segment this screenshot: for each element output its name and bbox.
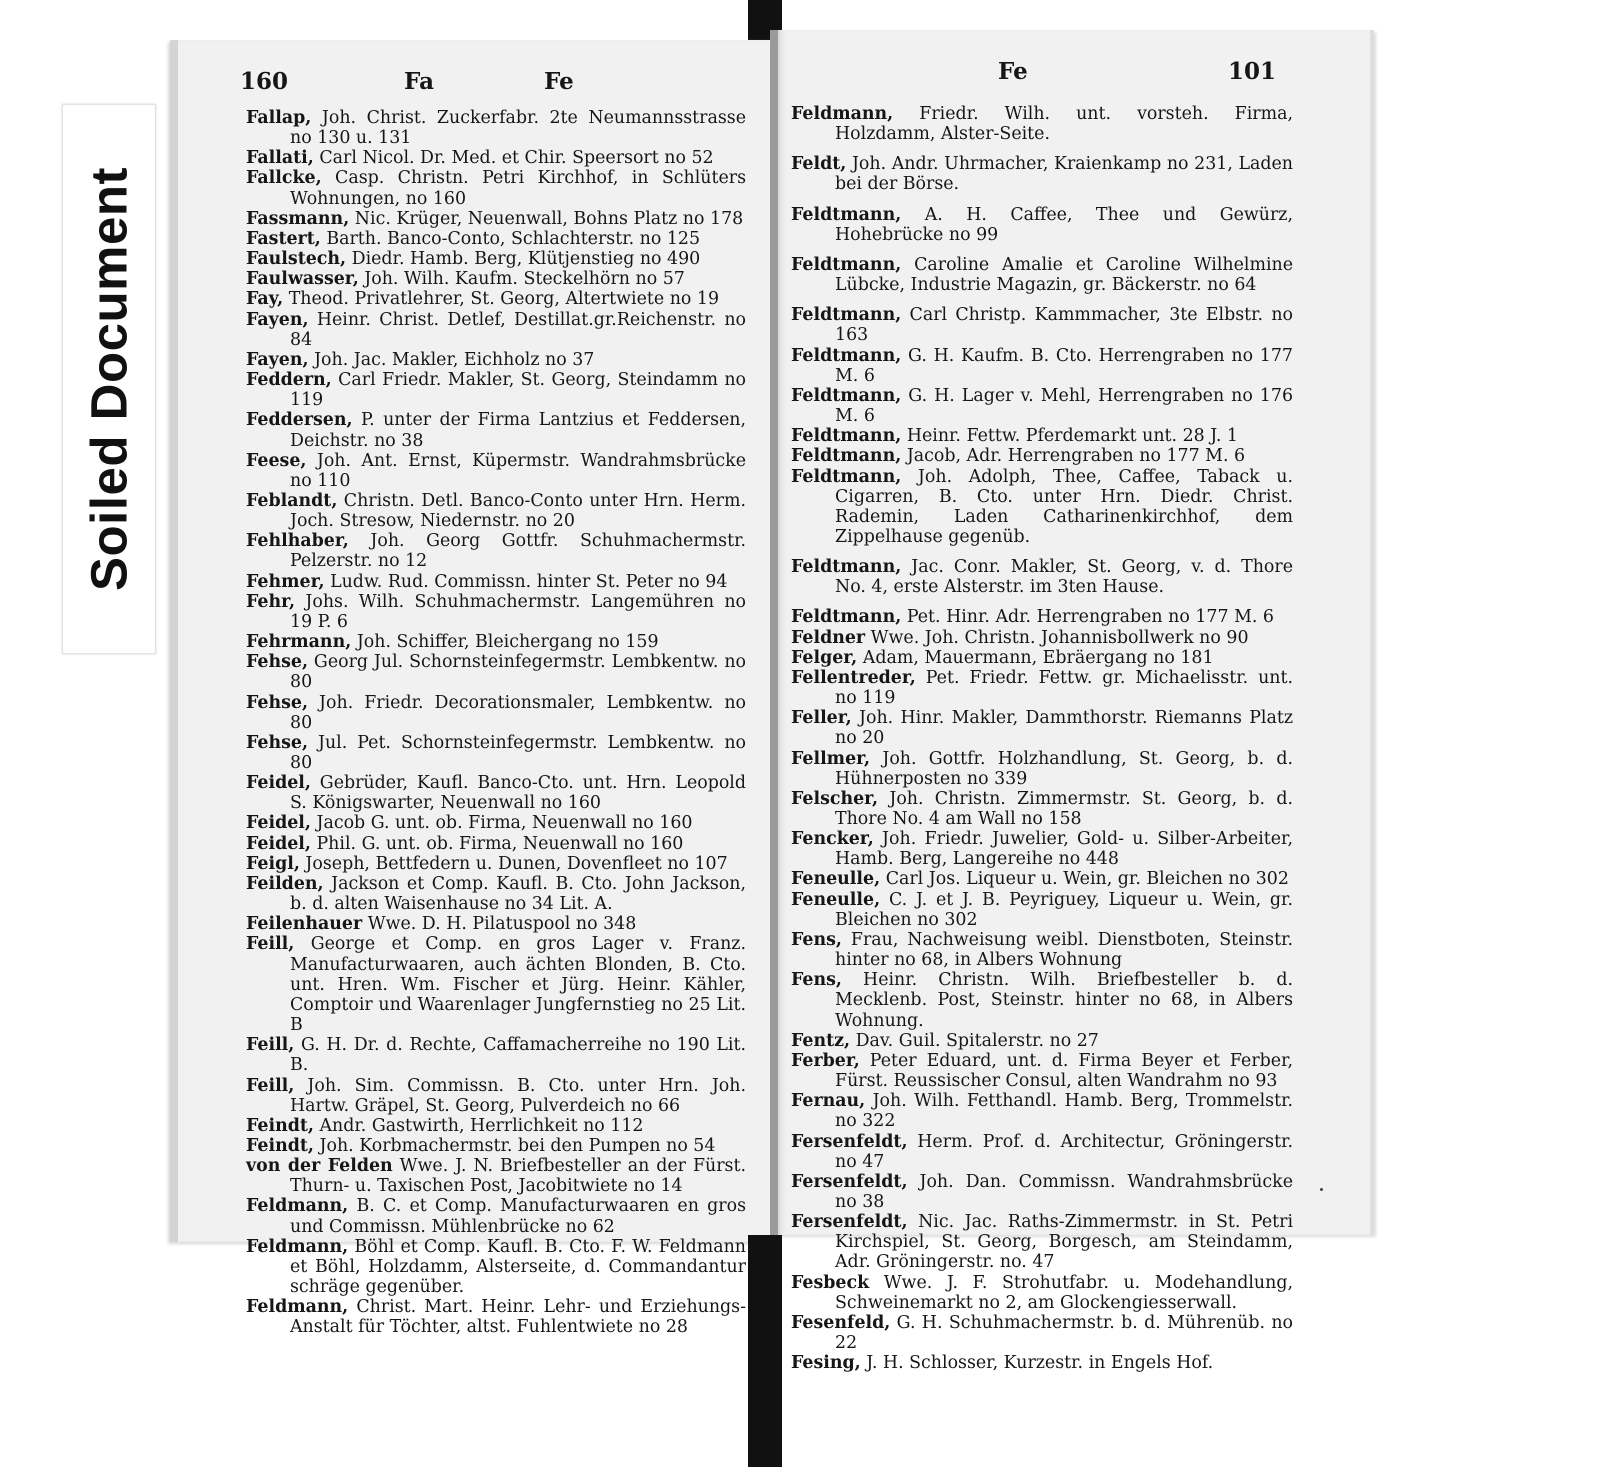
entry-surname: Fernau,: [791, 1091, 866, 1112]
directory-entry: [791, 749, 1293, 789]
entry-surname: Felger,: [791, 647, 858, 668]
directory-entry: [246, 249, 746, 269]
entry-surname: Feigl,: [246, 853, 300, 874]
entry-details: Joh. Sim. Commissn. B. Cto. unter Hrn. Joh. Hartw. Gräpel, St. Georg, Pulverdeich no 66: [290, 1075, 746, 1116]
entry-surname: Fellentreder,: [791, 667, 916, 688]
right-page: [778, 30, 1374, 1374]
entry-surname: Ferber,: [791, 1050, 860, 1071]
directory-entry: [791, 1172, 1293, 1212]
entry-details: Carl Friedr. Makler, St. Georg, Steindamm no 119: [290, 370, 746, 411]
directory-entry: [246, 773, 746, 813]
directory-entry: [791, 386, 1293, 426]
entry-details: Georg Jul. Schornsteinfegermstr. Lembkentw. no 80: [290, 652, 746, 693]
entry-details: Christ. Mart. Heinr. Lehr- und Erziehungs-Anstalt für Töchter, altst. Fuhlentwiete no 28: [290, 1297, 746, 1338]
entry-surname: Fassmann,: [246, 208, 350, 229]
directory-entry: [791, 346, 1293, 386]
directory-entry: [791, 1132, 1293, 1172]
entry-surname: Fens,: [791, 970, 842, 991]
entry-details: Andr. Gastwirth, Herrlichkeit no 112: [319, 1115, 644, 1136]
entry-surname: Feilenhauer: [246, 914, 363, 935]
entry-surname: Felscher,: [791, 788, 879, 809]
entry-surname: Fehr,: [246, 591, 296, 612]
directory-entry: [246, 934, 746, 1035]
entry-details: Joh. Korbmachermstr. bei den Pumpen no 54: [319, 1135, 716, 1156]
directory-entry: [246, 108, 746, 148]
entry-surname: Fayen,: [246, 309, 309, 330]
directory-entry: [246, 1035, 746, 1075]
entry-surname: Feldtmann,: [791, 385, 902, 406]
entry-details: Carl Jos. Liqueur u. Wein, gr. Bleichen no 302: [885, 869, 1289, 890]
entry-surname: Feblandt,: [246, 490, 338, 511]
directory-entry: [246, 148, 746, 168]
entry-details: Heinr. Christn. Wilh. Briefbesteller b. d. Mecklenb. Post, Steinstr. hinter no 68, in Albers Wohnung.: [835, 970, 1294, 1031]
entry-surname: Feilden,: [246, 873, 324, 894]
entry-details: Peter Eduard, unt. d. Firma Beyer et Ferber, Fürst. Reussischer Consul, alten Wandrahm no 93: [835, 1050, 1294, 1092]
entry-details: Jul. Pet. Schornsteinfegermstr. Lembkentw. no 80: [290, 732, 746, 773]
entry-details: Johs. Wilh. Schuhmachermstr. Langemühren no 19 P. 6: [290, 591, 747, 632]
directory-entry: [791, 708, 1293, 748]
entry-details: Jackson et Comp. Kaufl. B. Cto. John Jackson, b. d. alten Waisenhause no 34 Lit. A.: [290, 873, 747, 915]
entry-details: C. J. et J. B. Peyriguey, Liqueur u. Wein, gr. Bleichen no 302: [835, 889, 1293, 930]
directory-entry: [791, 1273, 1293, 1313]
entry-surname: Feldtmann,: [791, 557, 902, 578]
directory-entry: [246, 632, 746, 652]
entry-details: Diedr. Hamb. Berg, Klütjenstieg no 490: [351, 249, 701, 270]
entry-details: Jacob, Adr. Herrengraben no 177 M. 6: [906, 446, 1246, 467]
directory-entry: [246, 350, 746, 370]
entry-details: Friedr. Wilh. unt. vorsteh. Firma, Holzdamm, Alster-Seite.: [835, 104, 1293, 145]
entry-surname: Feidel,: [246, 813, 311, 834]
entry-details: Ludw. Rud. Commissn. hinter St. Peter no 94: [330, 571, 728, 592]
entry-details: Joh. Gottfr. Holzhandlung, St. Georg, b. d. Hühnerposten no 339: [835, 748, 1294, 789]
directory-entry: [246, 410, 746, 450]
entry-details: Joh. Dan. Commissn. Wandrahmsbrücke no 38: [835, 1171, 1294, 1212]
entry-details: Heinr. Christ. Detlef, Destillat.gr.Reichenstr. no 84: [290, 309, 746, 350]
entry-details: Nic. Jac. Raths-Zimmermstr. in St. Petri Kirchspiel, St. Georg, Borgesch, am Steindamm, Adr. Gröningerstr. no. 47: [835, 1212, 1294, 1273]
directory-entry: [791, 557, 1293, 597]
entry-surname: Feddersen,: [246, 410, 353, 431]
directory-entry: [246, 914, 746, 934]
entry-details: B. C. et Comp. Manufacturwaaren en gros und Commissn. Mühlenbrücke no 62: [290, 1196, 746, 1237]
entry-surname: Feldmann,: [246, 1196, 349, 1217]
entry-details: Joh. Friedr. Decorationsmaler, Lembkentw. no 80: [290, 692, 747, 733]
directory-entry: [791, 628, 1293, 648]
entry-surname: Faulwasser,: [246, 269, 359, 290]
entry-details: Wwe. D. H. Pilatuspool no 348: [367, 914, 637, 935]
entry-surname: Feddern,: [246, 370, 332, 391]
directory-entry: [791, 1031, 1293, 1051]
entry-details: Pet. Hinr. Adr. Herrengraben no 177 M. 6: [906, 607, 1274, 628]
entry-surname: Feldtmann,: [791, 345, 902, 366]
entry-surname: Fallati,: [246, 148, 314, 169]
left-entry-list: [246, 108, 746, 1338]
directory-entry: [246, 1297, 746, 1337]
entry-surname: Feldmann,: [246, 1236, 349, 1257]
entry-surname: Faulstech,: [246, 249, 347, 270]
entry-surname: Fersenfeldt,: [791, 1212, 908, 1233]
entry-surname: Fehse,: [246, 692, 309, 713]
entry-surname: Feneulle,: [791, 869, 881, 890]
directory-entry: [791, 607, 1293, 627]
directory-entry: [246, 289, 746, 309]
entry-surname: Feidel,: [246, 773, 311, 794]
entry-details: Gebrüder, Kaufl. Banco-Cto. unt. Hrn. Leopold S. Königswarter, Neuenwall no 160: [290, 773, 746, 814]
entry-surname: Fehmer,: [246, 571, 325, 592]
entry-surname: Fehse,: [246, 732, 309, 753]
running-head-fe-left: Fe: [544, 68, 574, 95]
entry-surname: Fersenfeldt,: [791, 1171, 908, 1192]
entry-details: George et Comp. en gros Lager v. Franz. Manufacturwaaren, auch ächten Blonden, B. Cto. unt. Hren. Wm. Fischer et Jürg. Heinr. Kähler, Comptoir und Waarenlager Jungfernstieg no 25 Lit. B: [290, 934, 747, 1036]
entry-details: Jac. Conr. Makler, St. Georg, v. d. Thore No. 4, erste Alsterstr. im 3ten Hause.: [835, 557, 1293, 598]
running-head-fe-right: Fe: [998, 58, 1028, 85]
soiled-document-stamp: [62, 104, 156, 654]
directory-entry: [246, 310, 746, 350]
directory-entry: [246, 874, 746, 914]
directory-entry: [791, 255, 1293, 295]
directory-entry: [791, 1353, 1293, 1373]
entry-details: Joh. Wilh. Fetthandl. Hamb. Berg, Trommelstr. no 322: [835, 1091, 1293, 1132]
entry-details: Wwe. Joh. Christn. Johannisbollwerk no 90: [870, 627, 1249, 648]
directory-entry: [246, 854, 746, 874]
directory-entry: [246, 1076, 746, 1116]
directory-entry: [791, 668, 1293, 708]
entry-details: Theod. Privatlehrer, St. Georg, Altertwiete no 19: [288, 289, 720, 310]
right-entry-list: [791, 104, 1293, 1373]
entry-surname: Fehse,: [246, 652, 309, 673]
entry-details: Wwe. J. N. Briefbesteller an der Fürst. Thurn- u. Taxischen Post, Jacobitwiete no 14: [290, 1156, 746, 1197]
entry-surname: Feldtmann,: [791, 607, 902, 628]
entry-details: Wwe. J. F. Strohutfabr. u. Modehandlung, Schweinemarkt no 2, am Glockengiesserwall.: [835, 1272, 1293, 1313]
entry-surname: Feldtmann,: [791, 446, 902, 467]
entry-surname: Feill,: [246, 1035, 295, 1056]
entry-surname: Feldtmann,: [791, 305, 902, 326]
entry-surname: Feldmann,: [791, 104, 894, 124]
directory-entry: [791, 104, 1293, 144]
entry-details: Pet. Friedr. Fettw. gr. Michaelisstr. unt. no 119: [835, 667, 1293, 709]
directory-entry: [791, 1212, 1293, 1272]
directory-entry: [791, 648, 1293, 668]
directory-entry: [791, 869, 1293, 889]
entry-surname: Feldner: [791, 627, 866, 648]
directory-entry: [246, 1196, 746, 1236]
directory-entry: [791, 446, 1293, 466]
page-number-right: 101: [1228, 58, 1277, 85]
directory-entry: [246, 1156, 746, 1196]
entry-surname: Feldtmann,: [791, 466, 902, 487]
entry-details: Christn. Detl. Banco-Conto unter Hrn. Herm. Joch. Stresow, Niedernstr. no 20: [290, 490, 746, 532]
entry-details: Caroline Amalie et Caroline Wilhelmine Lübcke, Industrie Magazin, gr. Bäckerstr. no 64: [835, 254, 1294, 296]
directory-entry: [246, 652, 746, 692]
entry-details: Carl Christp. Kammmacher, 3te Elbstr. no 163: [835, 305, 1293, 346]
directory-entry: [791, 467, 1293, 548]
directory-entry: [791, 890, 1293, 930]
entry-details: Joh. Schiffer, Bleichergang no 159: [356, 632, 659, 653]
entry-details: Dav. Guil. Spitalerstr. no 27: [855, 1030, 1099, 1051]
directory-entry: [246, 834, 746, 854]
entry-details: J. H. Schlosser, Kurzestr. in Engels Hof.: [866, 1353, 1214, 1374]
entry-details: Joh. Christ. Zuckerfabr. 2te Neumannsstrasse no 130 u. 131: [290, 108, 746, 149]
entry-details: Joseph, Bettfedern u. Dunen, Dovenfleet no 107: [305, 853, 728, 874]
entry-surname: Fayen,: [246, 349, 309, 370]
directory-entry: [791, 154, 1293, 194]
entry-details: P. unter der Firma Lantzius et Feddersen, Deichstr. no 38: [290, 410, 747, 451]
entry-details: Joh. Adolph, Thee, Caffee, Taback u. Cigarren, B. Cto. unter Hrn. Diedr. Christ. Rademin, Laden Catharinenkirchhof, dem Zippelhause gegenüb.: [835, 466, 1293, 547]
entry-surname: Fay,: [246, 289, 284, 310]
directory-entry: [791, 426, 1293, 446]
entry-surname: Fentz,: [791, 1030, 851, 1051]
entry-surname: Fesbeck: [791, 1272, 870, 1293]
entry-details: G. H. Kaufm. B. Cto. Herrengraben no 177 M. 6: [835, 345, 1293, 386]
entry-details: Joh. Ant. Ernst, Küpermstr. Wandrahmsbrücke no 110: [290, 450, 746, 491]
entry-surname: Feindt,: [246, 1115, 314, 1136]
directory-entry: [246, 693, 746, 733]
directory-entry: [791, 970, 1293, 1030]
directory-entry: [791, 1091, 1293, 1131]
entry-details: G. H. Dr. d. Rechte, Caffamacherreihe no 190 Lit. B.: [290, 1035, 746, 1076]
running-head-fa: Fa: [404, 68, 434, 95]
entry-surname: von der Felden: [246, 1156, 393, 1177]
entry-surname: Feldt,: [791, 154, 847, 175]
entry-details: Joh. Christn. Zimmermstr. St. Georg, b. d. Thore No. 4 am Wall no 158: [835, 788, 1293, 829]
entry-details: Joh. Wilh. Kaufm. Steckelhörn no 57: [364, 269, 685, 290]
directory-entry: [246, 269, 746, 289]
entry-surname: Feller,: [791, 708, 852, 729]
directory-entry: [246, 370, 746, 410]
entry-surname: Feldtmann,: [791, 204, 902, 225]
entry-surname: Feidel,: [246, 833, 311, 854]
entry-details: Joh. Georg Gottfr. Schuhmachermstr. Pelzerstr. no 12: [290, 531, 746, 572]
directory-entry: [246, 531, 746, 571]
directory-entry: [791, 1313, 1293, 1353]
ribbon-bottom: [748, 1235, 782, 1467]
directory-entry: [791, 829, 1293, 869]
entry-surname: Fallap,: [246, 108, 312, 128]
entry-details: Phil. G. unt. ob. Firma, Neuenwall no 160: [316, 833, 684, 854]
entry-details: Casp. Christn. Petri Kirchhof, in Schlüters Wohnungen, no 160: [290, 168, 747, 209]
entry-surname: Fellmer,: [791, 748, 871, 769]
directory-entry: [246, 572, 746, 592]
stamp-text: Soiled Document: [80, 166, 138, 592]
entry-surname: Feldmann,: [246, 1297, 349, 1318]
directory-entry: [246, 1136, 746, 1156]
entry-surname: Fehlhaber,: [246, 531, 349, 552]
entry-surname: Fersenfeldt,: [791, 1131, 908, 1152]
entry-surname: Fens,: [791, 929, 842, 950]
entry-details: Joh. Andr. Uhrmacher, Kraienkamp no 231, Laden bei der Börse.: [835, 154, 1294, 195]
entry-surname: Fallcke,: [246, 168, 322, 189]
directory-entry: [791, 205, 1293, 245]
entry-surname: Feldtmann,: [791, 426, 902, 447]
entry-surname: Feneulle,: [791, 889, 881, 910]
left-page: [170, 40, 782, 1338]
entry-details: Jacob G. unt. ob. Firma, Neuenwall no 160: [316, 813, 693, 834]
entry-details: Barth. Banco-Conto, Schlachterstr. no 125: [326, 228, 701, 249]
entry-surname: Fesenfeld,: [791, 1312, 891, 1333]
entry-details: Herm. Prof. d. Architectur, Gröningerstr. no 47: [835, 1131, 1294, 1172]
directory-entry: [246, 451, 746, 491]
entry-details: Adam, Mauermann, Ebräergang no 181: [862, 647, 1214, 668]
entry-details: Nic. Krüger, Neuenwall, Bohns Platz no 178: [354, 208, 744, 229]
directory-entry: [246, 1116, 746, 1136]
entry-surname: Feindt,: [246, 1135, 314, 1156]
directory-entry: [246, 592, 746, 632]
directory-entry: [246, 229, 746, 249]
directory-entry: [246, 209, 746, 229]
entry-details: G. H. Lager v. Mehl, Herrengraben no 176 M. 6: [835, 385, 1294, 427]
entry-details: Joh. Hinr. Makler, Dammthorstr. Riemanns Platz no 20: [835, 708, 1293, 749]
directory-entry: [791, 1051, 1293, 1091]
directory-entry: [246, 168, 746, 208]
directory-entry: [791, 789, 1293, 829]
entry-details: Böhl et Comp. Kaufl. B. Cto. F. W. Feldmann et Böhl, Holzdamm, Alsterseite, d. Commandantur schräge gegenüber.: [290, 1236, 746, 1298]
entry-details: G. H. Schuhmachermstr. b. d. Mührenüb. no 22: [835, 1312, 1293, 1354]
entry-surname: Fesing,: [791, 1353, 861, 1374]
entry-surname: Feldtmann,: [791, 254, 902, 275]
entry-details: Carl Nicol. Dr. Med. et Chir. Speersort no 52: [319, 148, 714, 169]
entry-surname: Feill,: [246, 1075, 295, 1096]
entry-details: Heinr. Fettw. Pferdemarkt unt. 28 J. 1: [906, 426, 1238, 447]
directory-entry: [246, 1237, 746, 1297]
entry-surname: Fencker,: [791, 829, 874, 850]
entry-surname: Feill,: [246, 934, 295, 955]
directory-entry: [246, 491, 746, 531]
entry-surname: Feese,: [246, 450, 307, 471]
directory-entry: [246, 813, 746, 833]
entry-surname: Fehrmann,: [246, 632, 352, 653]
entry-surname: Fastert,: [246, 228, 321, 249]
entry-details: Joh. Jac. Makler, Eichholz no 37: [314, 349, 595, 370]
entry-details: Joh. Friedr. Juwelier, Gold- u. Silber-Arbeiter, Hamb. Berg, Langereihe no 448: [835, 829, 1293, 870]
directory-entry: [791, 305, 1293, 345]
directory-entry: [791, 930, 1293, 970]
entry-details: A. H. Caffee, Thee und Gewürz, Hohebrücke no 99: [835, 204, 1293, 245]
directory-entry: [246, 733, 746, 773]
speck: [1320, 1188, 1323, 1191]
entry-details: Frau, Nachweisung weibl. Dienstboten, Steinstr. hinter no 68, in Albers Wohnung: [835, 929, 1294, 971]
page-number-left: 160: [240, 68, 289, 95]
